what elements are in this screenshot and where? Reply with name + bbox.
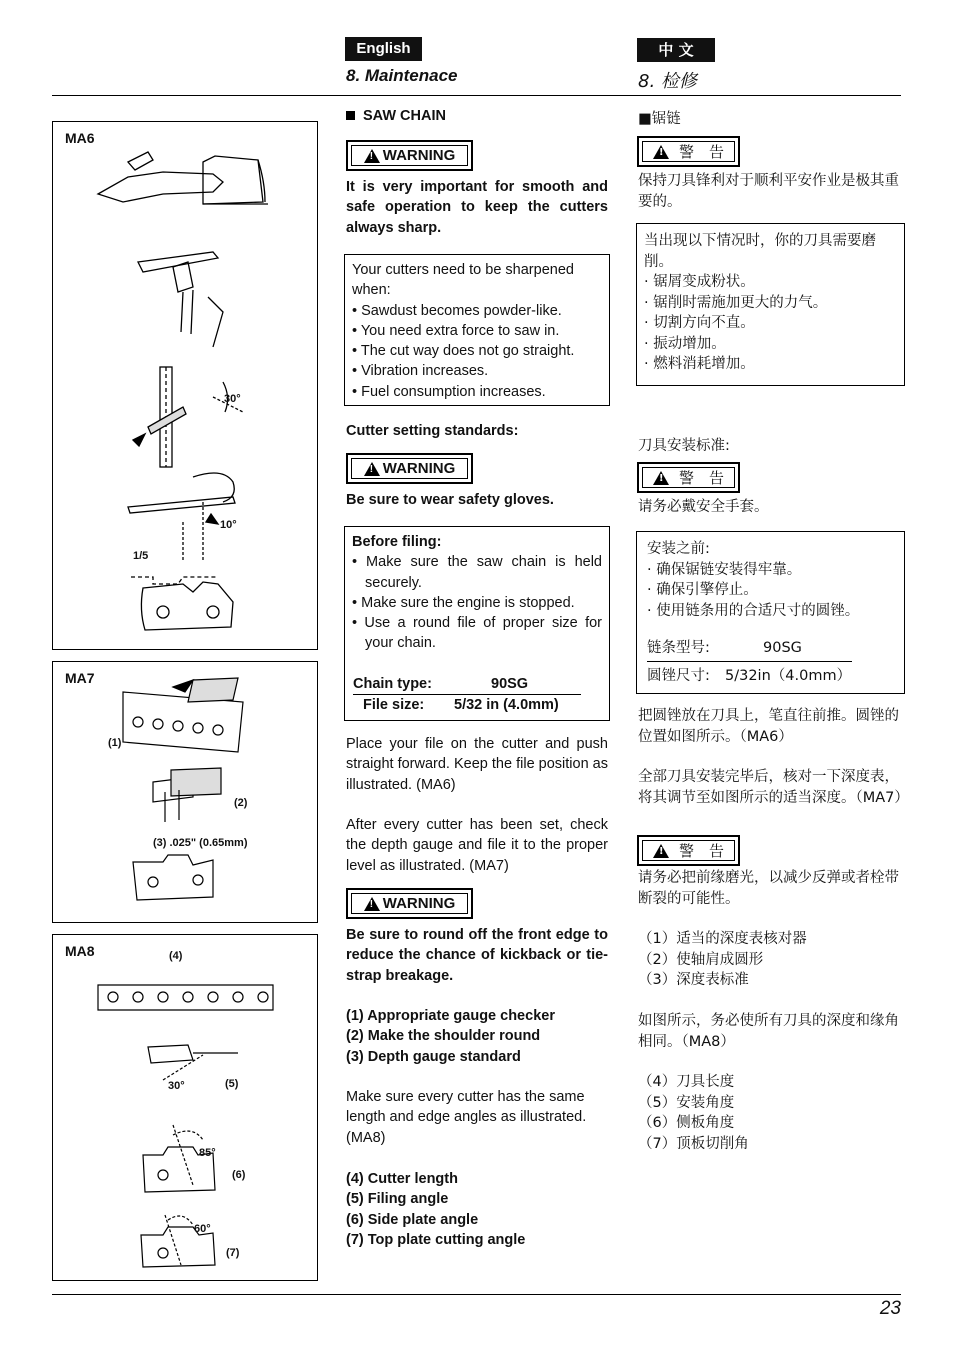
section-title-english: 8. Maintenace bbox=[346, 66, 458, 85]
warning-icon bbox=[653, 471, 669, 485]
warning-icon bbox=[364, 897, 380, 911]
warning-badge-chinese: ! 警 告 bbox=[637, 835, 740, 866]
warning-icon bbox=[653, 145, 669, 159]
callout-list bbox=[346, 1169, 525, 1250]
figure-ma6 bbox=[52, 121, 318, 650]
angle-label: 10° bbox=[220, 519, 237, 531]
list-item: · 确保引擎停止。 bbox=[647, 580, 894, 601]
callout-label: (4) bbox=[169, 950, 183, 962]
list-item: （3）深度表标准 bbox=[638, 972, 749, 988]
paragraph-chinese: 把圆锉放在刀具上，笔直往前推。圆锉的位置如图所示。（MA6） bbox=[638, 708, 899, 745]
list-item: · 切割方向不直。 bbox=[644, 313, 897, 334]
chain-type-row: Chain type: 90SG bbox=[353, 674, 581, 695]
list-item: （4）刀具长度 bbox=[638, 1074, 735, 1090]
section-title-chinese: 8. 检修 bbox=[638, 71, 697, 92]
list-item: • Sawdust becomes powder-like. bbox=[352, 301, 602, 321]
square-bullet-icon bbox=[346, 111, 355, 120]
box-title: Before filing: bbox=[352, 534, 442, 550]
callout-list-chinese bbox=[638, 1072, 749, 1154]
angle-label: 60° bbox=[194, 1223, 211, 1235]
sharpen-conditions-box-chinese bbox=[636, 223, 905, 386]
callout-label: (2) bbox=[234, 797, 248, 809]
before-filing-box-chinese bbox=[636, 531, 905, 694]
warning-badge-chinese: ! 警 告 bbox=[637, 462, 740, 493]
list-item: · 锯削时需施加更大的力气。 bbox=[644, 293, 897, 314]
box-title: 安装之前: bbox=[647, 541, 710, 557]
list-item: • Use a round file of proper size for your chain. bbox=[352, 613, 602, 654]
section-heading-chinese: ■锯链 bbox=[638, 111, 681, 127]
file-size-row: File size: 5/32 in (4.0mm) bbox=[363, 697, 559, 714]
angle-label: 30° bbox=[168, 1080, 185, 1092]
list-item: （5）安装角度 bbox=[638, 1094, 735, 1111]
cutter-standards-heading: Cutter setting standards: bbox=[346, 423, 519, 439]
paragraph: Place your file on the cutter and push straight forward. Keep the file position as illustrated. (MA6) bbox=[346, 736, 608, 793]
list-item: （6）侧板角度 bbox=[638, 1115, 735, 1131]
warning-badge-chinese: ! 警 告 bbox=[637, 136, 740, 167]
cutter-angles-illustration bbox=[53, 935, 317, 1280]
warning-icon bbox=[364, 149, 380, 163]
depth-gauge-illustration bbox=[53, 662, 317, 922]
warning-badge: ! WARNING bbox=[346, 453, 473, 484]
angle-label: 85° bbox=[199, 1147, 216, 1159]
cutter-standards-heading-chinese: 刀具安装标准: bbox=[638, 438, 730, 454]
warning-text: Be sure to wear safety gloves. bbox=[346, 492, 554, 508]
figure-label: MA6 bbox=[65, 130, 95, 146]
list-item: · 确保锯链安装得牢靠。 bbox=[647, 560, 894, 581]
warning-text-chinese: 保持刀具锋利对于顺利平安作业是极其重要的。 bbox=[638, 173, 899, 210]
figure-label: MA7 bbox=[65, 670, 95, 686]
chain-spec-table-chinese bbox=[647, 638, 852, 686]
list-item: (4) Cutter length bbox=[346, 1171, 458, 1187]
list-item: · 燃料消耗增加。 bbox=[644, 354, 897, 375]
callout-label: (1) bbox=[108, 737, 122, 749]
language-tag-english: English bbox=[345, 37, 422, 61]
figure-ma8 bbox=[52, 934, 318, 1281]
warning-text-chinese: 请务必戴安全手套。 bbox=[638, 499, 769, 515]
list-item: • Make sure the engine is stopped. bbox=[352, 593, 602, 613]
warning-text: Be sure to round off the front edge to reduce the chance of kickback or tie-strap breakage. bbox=[346, 927, 608, 984]
before-filing-box bbox=[344, 526, 610, 721]
box-intro: 当出现以下情况时，你的刀具需要磨削。 bbox=[644, 233, 876, 270]
chain-type-row: 链条型号: 90SG bbox=[647, 638, 852, 662]
list-item: (6) Side plate angle bbox=[346, 1211, 479, 1228]
list-item: (3) Depth gauge standard bbox=[346, 1048, 521, 1065]
callout-label: (7) bbox=[226, 1247, 240, 1259]
callout-list-chinese bbox=[638, 929, 807, 991]
language-tag-chinese: 中 文 bbox=[637, 38, 715, 62]
list-item: · 振动增加。 bbox=[644, 334, 897, 355]
paragraph: Make sure every cutter has the same length and edge angles as illustrated. (MA8) bbox=[346, 1089, 587, 1146]
callout-label: (3) .025" (0.65mm) bbox=[153, 837, 248, 849]
list-item: · 使用链条用的合适尺寸的圆锉。 bbox=[647, 601, 894, 622]
paragraph: After every cutter has been set, check the depth gauge and file it to the proper level as illustrated. (MA7) bbox=[346, 817, 608, 874]
footer-rule bbox=[52, 1294, 901, 1295]
list-item: (2) Make the shoulder round bbox=[346, 1028, 541, 1045]
list-item: （2）使轴肩成圆形 bbox=[638, 951, 764, 968]
paragraph-chinese: 如图所示，务必使所有刀具的深度和缘角相同。（MA8） bbox=[638, 1013, 899, 1050]
file-size-row: 圆锉尺寸: 5/32in（4.0mm） bbox=[647, 667, 852, 684]
section-heading-english: SAW CHAIN bbox=[346, 108, 446, 124]
list-item: · 锯屑变成粉状。 bbox=[644, 272, 897, 293]
ratio-label: 1/5 bbox=[133, 550, 149, 562]
paragraph-chinese: 全部刀具安装完毕后，核对一下深度表，将其调节至如图所示的适当深度。（MA7） bbox=[638, 769, 909, 806]
box-intro: Your cutters need to be sharpened when: bbox=[352, 262, 574, 299]
list-item: （1）适当的深度表核对器 bbox=[638, 931, 807, 947]
warning-badge: ! WARNING bbox=[346, 140, 473, 171]
warning-text: It is very important for smooth and safe operation to keep the cutters always sharp. bbox=[346, 179, 608, 236]
callout-label: (6) bbox=[232, 1169, 246, 1181]
header-rule bbox=[52, 95, 901, 96]
list-item: • You need extra force to saw in. bbox=[352, 321, 602, 341]
list-item: (1) Appropriate gauge checker bbox=[346, 1008, 555, 1024]
figure-label: MA8 bbox=[65, 943, 95, 959]
callout-label: (5) bbox=[225, 1078, 239, 1090]
warning-icon bbox=[653, 844, 669, 858]
saw-chain-filing-illustration bbox=[53, 122, 317, 649]
page-number: 23 bbox=[879, 1298, 901, 1319]
list-item: • Make sure the saw chain is held securely. bbox=[352, 552, 602, 593]
warning-text-chinese: 请务必把前缘磨光，以减少反弹或者栓带断裂的可能性。 bbox=[638, 870, 899, 907]
sharpen-conditions-box bbox=[344, 254, 610, 406]
angle-label: 30° bbox=[224, 393, 241, 405]
warning-icon bbox=[364, 462, 380, 476]
list-item: • The cut way does not go straight. bbox=[352, 341, 602, 361]
list-item: • Fuel consumption increases. bbox=[352, 382, 602, 402]
figure-ma7 bbox=[52, 661, 318, 923]
callout-list bbox=[346, 1006, 555, 1067]
warning-badge: ! WARNING bbox=[346, 888, 473, 919]
list-item: (5) Filing angle bbox=[346, 1191, 449, 1208]
list-item: （7）顶板切削角 bbox=[638, 1135, 749, 1152]
list-item: (7) Top plate cutting angle bbox=[346, 1231, 526, 1248]
chain-spec-table bbox=[353, 674, 581, 716]
list-item: • Vibration increases. bbox=[352, 361, 602, 381]
